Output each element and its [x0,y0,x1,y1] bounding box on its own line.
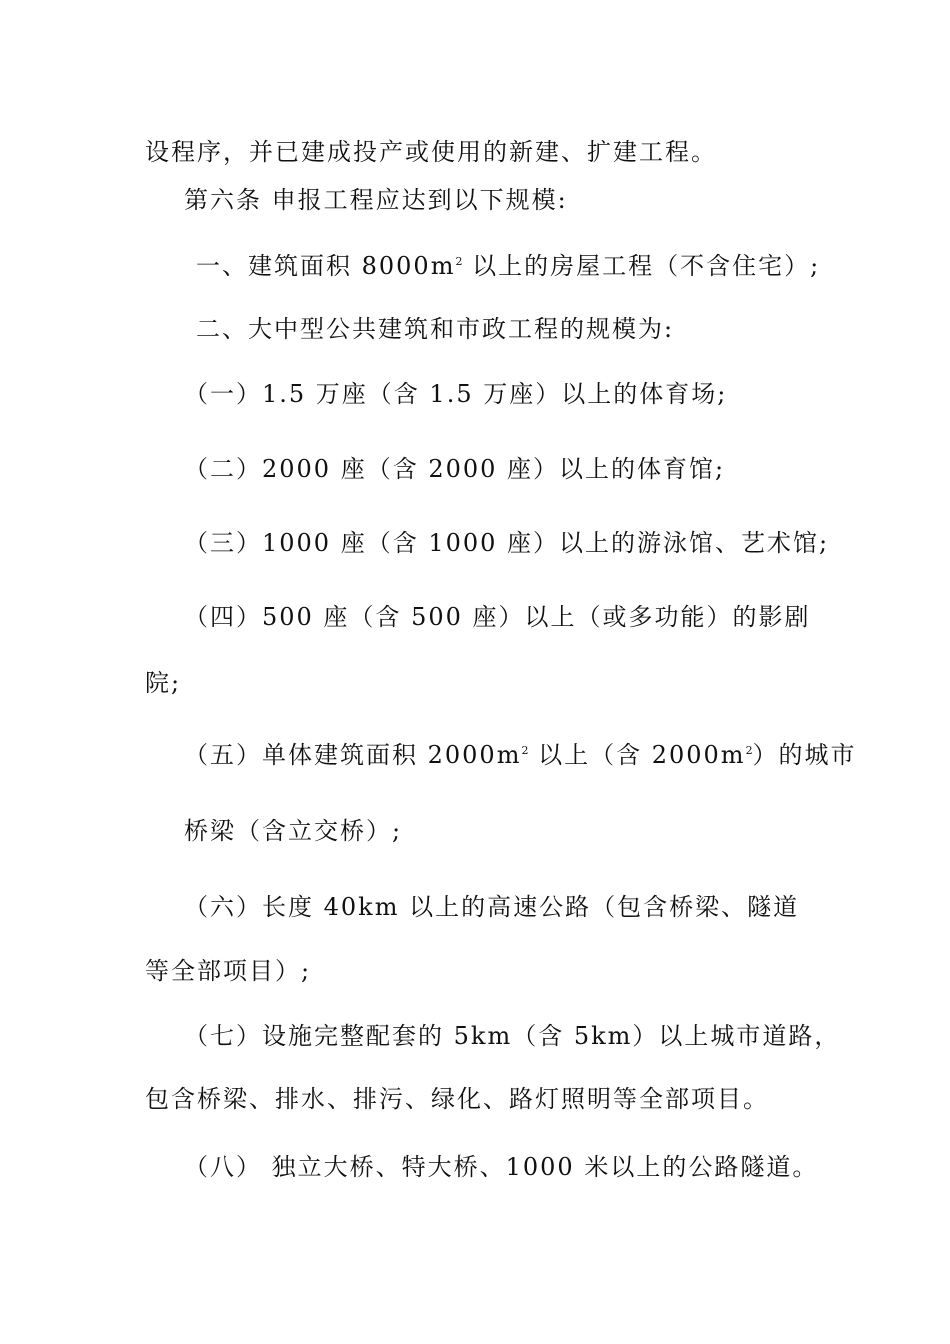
text-line [184,891,799,923]
line-text: （一）1.5 万座（含 1.5 万座）以上的体育场; [184,380,728,408]
text-line [196,250,820,282]
line-text: 一、建筑面积 8000m [196,252,456,280]
line-text: ）的城市 [752,741,857,769]
text-line [196,313,674,345]
line-text: （四）500 座（含 500 座）以上（或多功能）的影剧 [184,603,811,631]
line-text: 以上的房屋工程（不含住宅）; [462,252,821,280]
line-text: （七）设施完整配套的 5km（含 5km）以上城市道路， [184,1022,841,1050]
line-text: 以上（含 2000m [528,741,746,769]
text-line [184,378,727,410]
text-line [145,136,717,168]
line-text: 第六条 申报工程应达到以下规模: [184,186,568,214]
article-heading [184,184,568,216]
line-text: （二）2000 座（含 2000 座）以上的体育馆; [184,455,726,483]
line-text: （六）长度 40km 以上的高速公路（包含桥梁、隧道 [184,893,800,921]
line-text: 设程序，并已建成投产或使用的新建、扩建工程。 [145,138,717,166]
text-line [184,601,811,633]
text-line [145,1083,769,1115]
line-text: 包含桥梁、排水、排污、绿化、路灯照明等全部项目。 [145,1085,769,1113]
text-line [184,815,402,847]
line-text: 等全部项目）; [145,957,312,985]
text-line [145,955,311,987]
text-line [184,1151,818,1183]
text-line [184,527,829,559]
superscript: 2 [745,744,753,757]
line-text: 院; [145,669,182,697]
line-text: （三）1000 座（含 1000 座）以上的游泳馆、艺术馆; [184,529,830,557]
text-line [184,453,725,485]
text-line [145,667,181,699]
superscript: 2 [521,744,529,757]
line-text: （五）单体建筑面积 2000m [184,741,522,769]
line-text: 二、大中型公共建筑和市政工程的规模为: [196,315,675,343]
line-text: （八） 独立大桥、特大桥、1000 米以上的公路隧道。 [184,1153,819,1181]
superscript: 2 [455,255,463,268]
line-text: 桥梁（含立交桥）; [184,817,403,845]
text-line [184,1020,840,1052]
text-line [184,739,857,771]
